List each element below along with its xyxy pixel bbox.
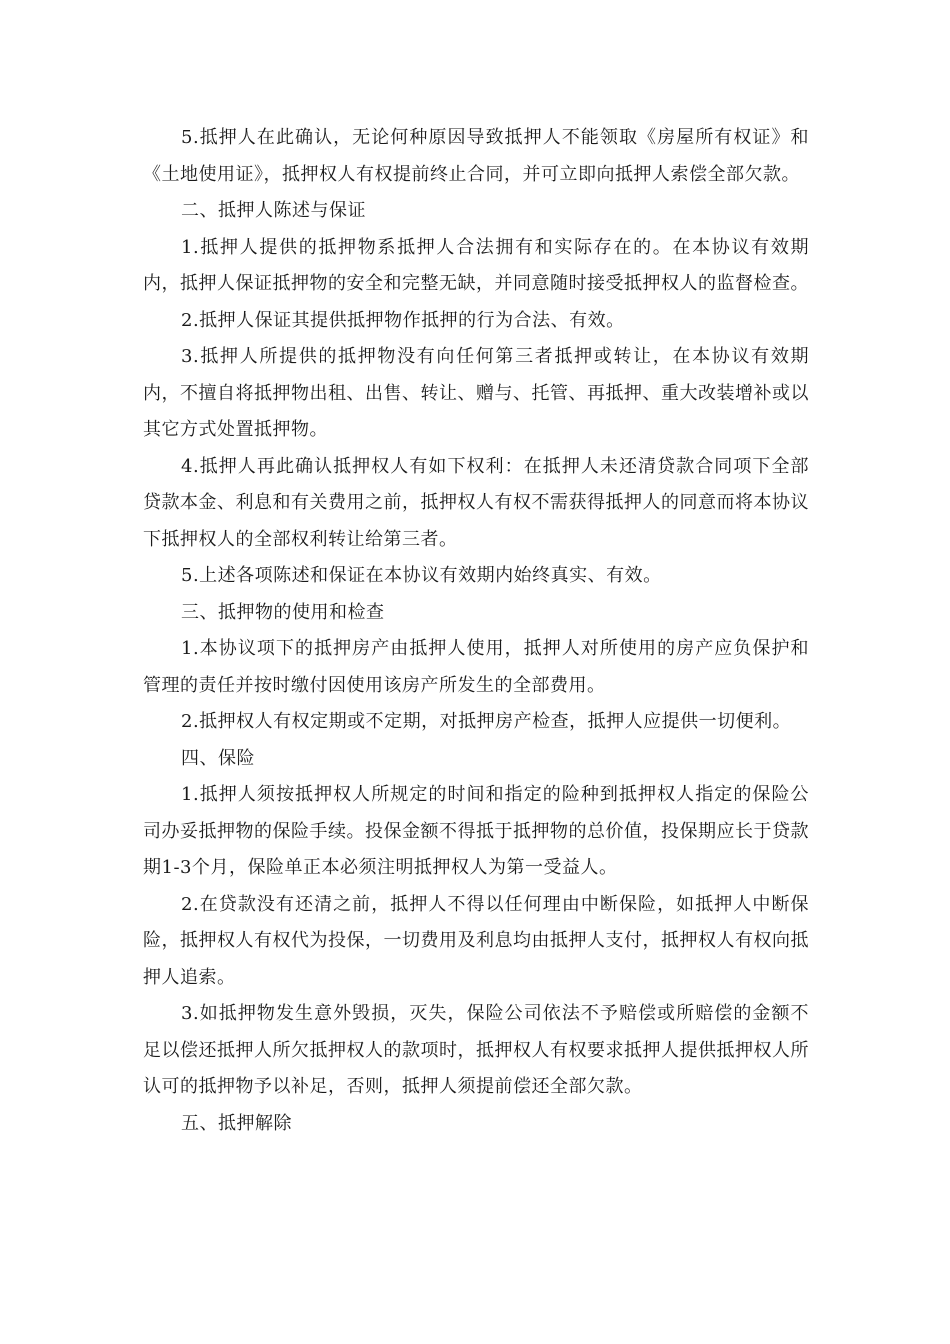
paragraph-clause-1-5: 5.抵押人在此确认，无论何种原因导致抵押人不能领取《房屋所有权证》和《土地使用证》，抵押权人有权提前终止合同，并可立即向抵押人索偿全部欠款。 — [143, 127, 809, 185]
document-body — [143, 120, 809, 1142]
paragraph-clause-3-1: 1.本协议项下的抵押房产由抵押人使用，抵押人对所使用的房产应负保护和管理的责任并按时缴付因使用该房产所发生的全部费用。 — [143, 638, 809, 696]
section-heading-2: 二、抵押人陈述与保证 — [181, 200, 366, 221]
paragraph-clause-2-2: 2.抵押人保证其提供抵押物作抵押的行为合法、有效。 — [181, 309, 625, 331]
paragraph-clause-4-3: 3.如抵押物发生意外毁损，灭失，保险公司依法不予赔偿或所赔偿的金额不足以偿还抵押人所欠抵押权人的款项时，抵押权人有权要求抵押人提供抵押权人所认可的抵押物予以补足，否则，抵押人须提前偿还全部欠款。 — [143, 1003, 809, 1097]
paragraph-clause-4-2: 2.在贷款没有还清之前，抵押人不得以任何理由中断保险，如抵押人中断保险，抵押权人有权代为投保，一切费用及利息均由抵押人支付，抵押权人有权向抵押人追索。 — [143, 893, 809, 988]
paragraph-clause-4-1: 1.抵押人须按抵押权人所规定的时间和指定的险种到抵押权人指定的保险公司办妥抵押物的保险手续。投保金额不得抵于抵押物的总价值，投保期应长于贷款期1-3个月，保险单正本必须注明抵押权人为第一受益人。 — [143, 784, 809, 878]
section-heading-3: 三、抵押物的使用和检查 — [181, 601, 385, 623]
paragraph-clause-2-3: 3.抵押人所提供的抵押物没有向任何第三者抵押或转让，在本协议有效期内，不擅自将抵押物出租、出售、转让、赠与、托管、再抵押、重大改装增补或以其它方式处置抵押物。 — [143, 346, 809, 440]
paragraph-clause-3-2: 2.抵押权人有权定期或不定期，对抵押房产检查，抵押人应提供一切便利。 — [181, 711, 792, 732]
paragraph-clause-2-4: 4.抵押人再此确认抵押权人有如下权利：在抵押人未还清贷款合同项下全部贷款本金、利息和有关费用之前，抵押权人有权不需获得抵押人的同意而将本协议下抵押权人的全部权利转让给第三者。 — [143, 455, 809, 550]
section-heading-4: 四、保险 — [181, 747, 255, 769]
paragraph-clause-2-1: 1.抵押人提供的抵押物系抵押人合法拥有和实际存在的。在本协议有效期内，抵押人保证抵押物的安全和完整无缺，并同意随时接受抵押权人的监督检查。 — [143, 236, 809, 294]
section-heading-5: 五、抵押解除 — [181, 1112, 292, 1134]
paragraph-clause-2-5: 5.上述各项陈述和保证在本协议有效期内始终真实、有效。 — [181, 565, 662, 586]
